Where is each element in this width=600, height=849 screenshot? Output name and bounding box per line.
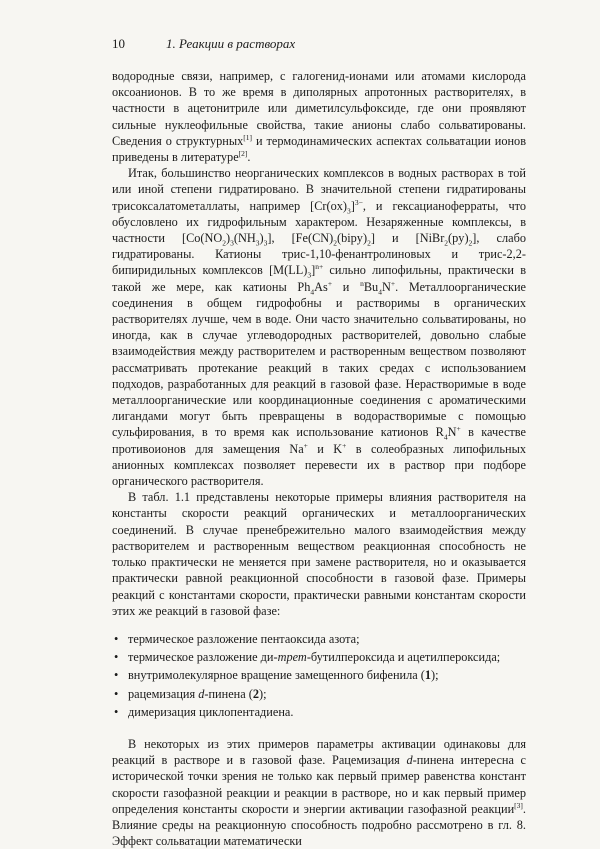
examples-list [112, 631, 526, 720]
citation-1: [1] [243, 132, 253, 142]
citation-3: [3] [514, 800, 523, 810]
body-text [112, 68, 526, 849]
page-number: 10 [112, 36, 125, 51]
paragraph-4: В некоторых из этих примеров параметры активации одинаковы для реакций в растворе и в газовой фазе. Рацемизация d-пинена интересна с исторической точки зрения не только как первый пример равенства констант скорости газофазной реакции и реакции в растворе, но и как первый пример определения константы скорости и энергии активации газофазной реакции[3]. Влияние среды на реакционную способность подробно рассмотрено в гл. 8. Эффект сольватации математически [112, 736, 527, 849]
list-item: • внутримолекулярное вращение замещенного бифенила (1); [112, 667, 526, 683]
citation-2: [2] [238, 148, 248, 158]
paragraph-2: Итак, большинство неорганических комплексов в водных растворах в той или иной степени гидратировано. В значительной степени гидратированы трисоксалатометаллаты, например $[Cr(ox)_3]^{3-}$, и гексацианоферраты, что обусловлено их гидрофильным характером. Незаряженные комплексы, в частности $[Co(NO_2)_3(NH_3)_3]$, $[Fe(CN)_2(bipy)_2]$ и $[NiBr_2(py)_2]$, слабо гидратированы. Катионы трис-1,10-фенантролиновых и трис-2,2-бипиридильных комплексов $[M(LL)_3]^{n+}$ сильно липофильны, практически в такой же мере, как катионы $Ph_4As^+$ и $^nBu_4N^+$. Металлоорганические соединения в общем гидрофобны и растворимы в органических растворителях лучше, чем в воде. Они часто значительно сольватированы, но иногда, как в случае углеводородных растворителей, довольно слабые взаимодействия между растворителем и растворенным веществом позволяют рассматривать протекание реакций в таких средах с использованием подходов, разработанных для реакций в газовой фазе. Нерастворимые в воде металлоорганические или координационные соединения с ароматическими лигандами могут быть превращены в водорастворимые с помощью сульфирования, в то время как использование катионов $R_4N^+$ в качестве противоионов для замещения Na+ и K+ в солеобразных липофильных анионных комплексах позволяет перевести их в раствор при подборе органического растворителя. [112, 166, 527, 489]
list-item: • рацемизация d-пинена (2); [112, 686, 526, 702]
list-item: • димеризация циклопентадиена. [112, 704, 526, 720]
list-item: • термическое разложение ди-трет-бутилпероксида и ацетилпероксида; [112, 649, 526, 665]
chapter-title: 1. Реакции в растворах [166, 36, 296, 51]
list-item: • термическое разложение пентаоксида азота; [112, 631, 526, 647]
paragraph-3: В табл. 1.1 представлены некоторые примеры влияния растворителя на константы скорости реакций органических и металлоорганических соединений. В случае пренебрежительно малого взаимодействия между растворителем и растворенным веществом реакционная способность не только практически не меняется при замене растворителя, но и оказывается практически равной реакционной способности в газовой фазе. Примеры реакций с константами скорости, практически равными константам скорости этих же реакций в газовой фазе: [112, 490, 526, 618]
paragraph-1: водородные связи, например, с галогенид-ионами или атомами кислорода оксоанионов. В то же время в диполярных апротонных растворителях, в частности в ацетонитриле или диметилсульфоксиде, где они проявляют сильные нуклеофильные свойства, такие анионы слабо сольватированы. Сведения о структурных[1] и термодинамических аспектах сольватации ионов приведены в литературе[2]. [112, 69, 527, 165]
running-header [112, 36, 295, 52]
